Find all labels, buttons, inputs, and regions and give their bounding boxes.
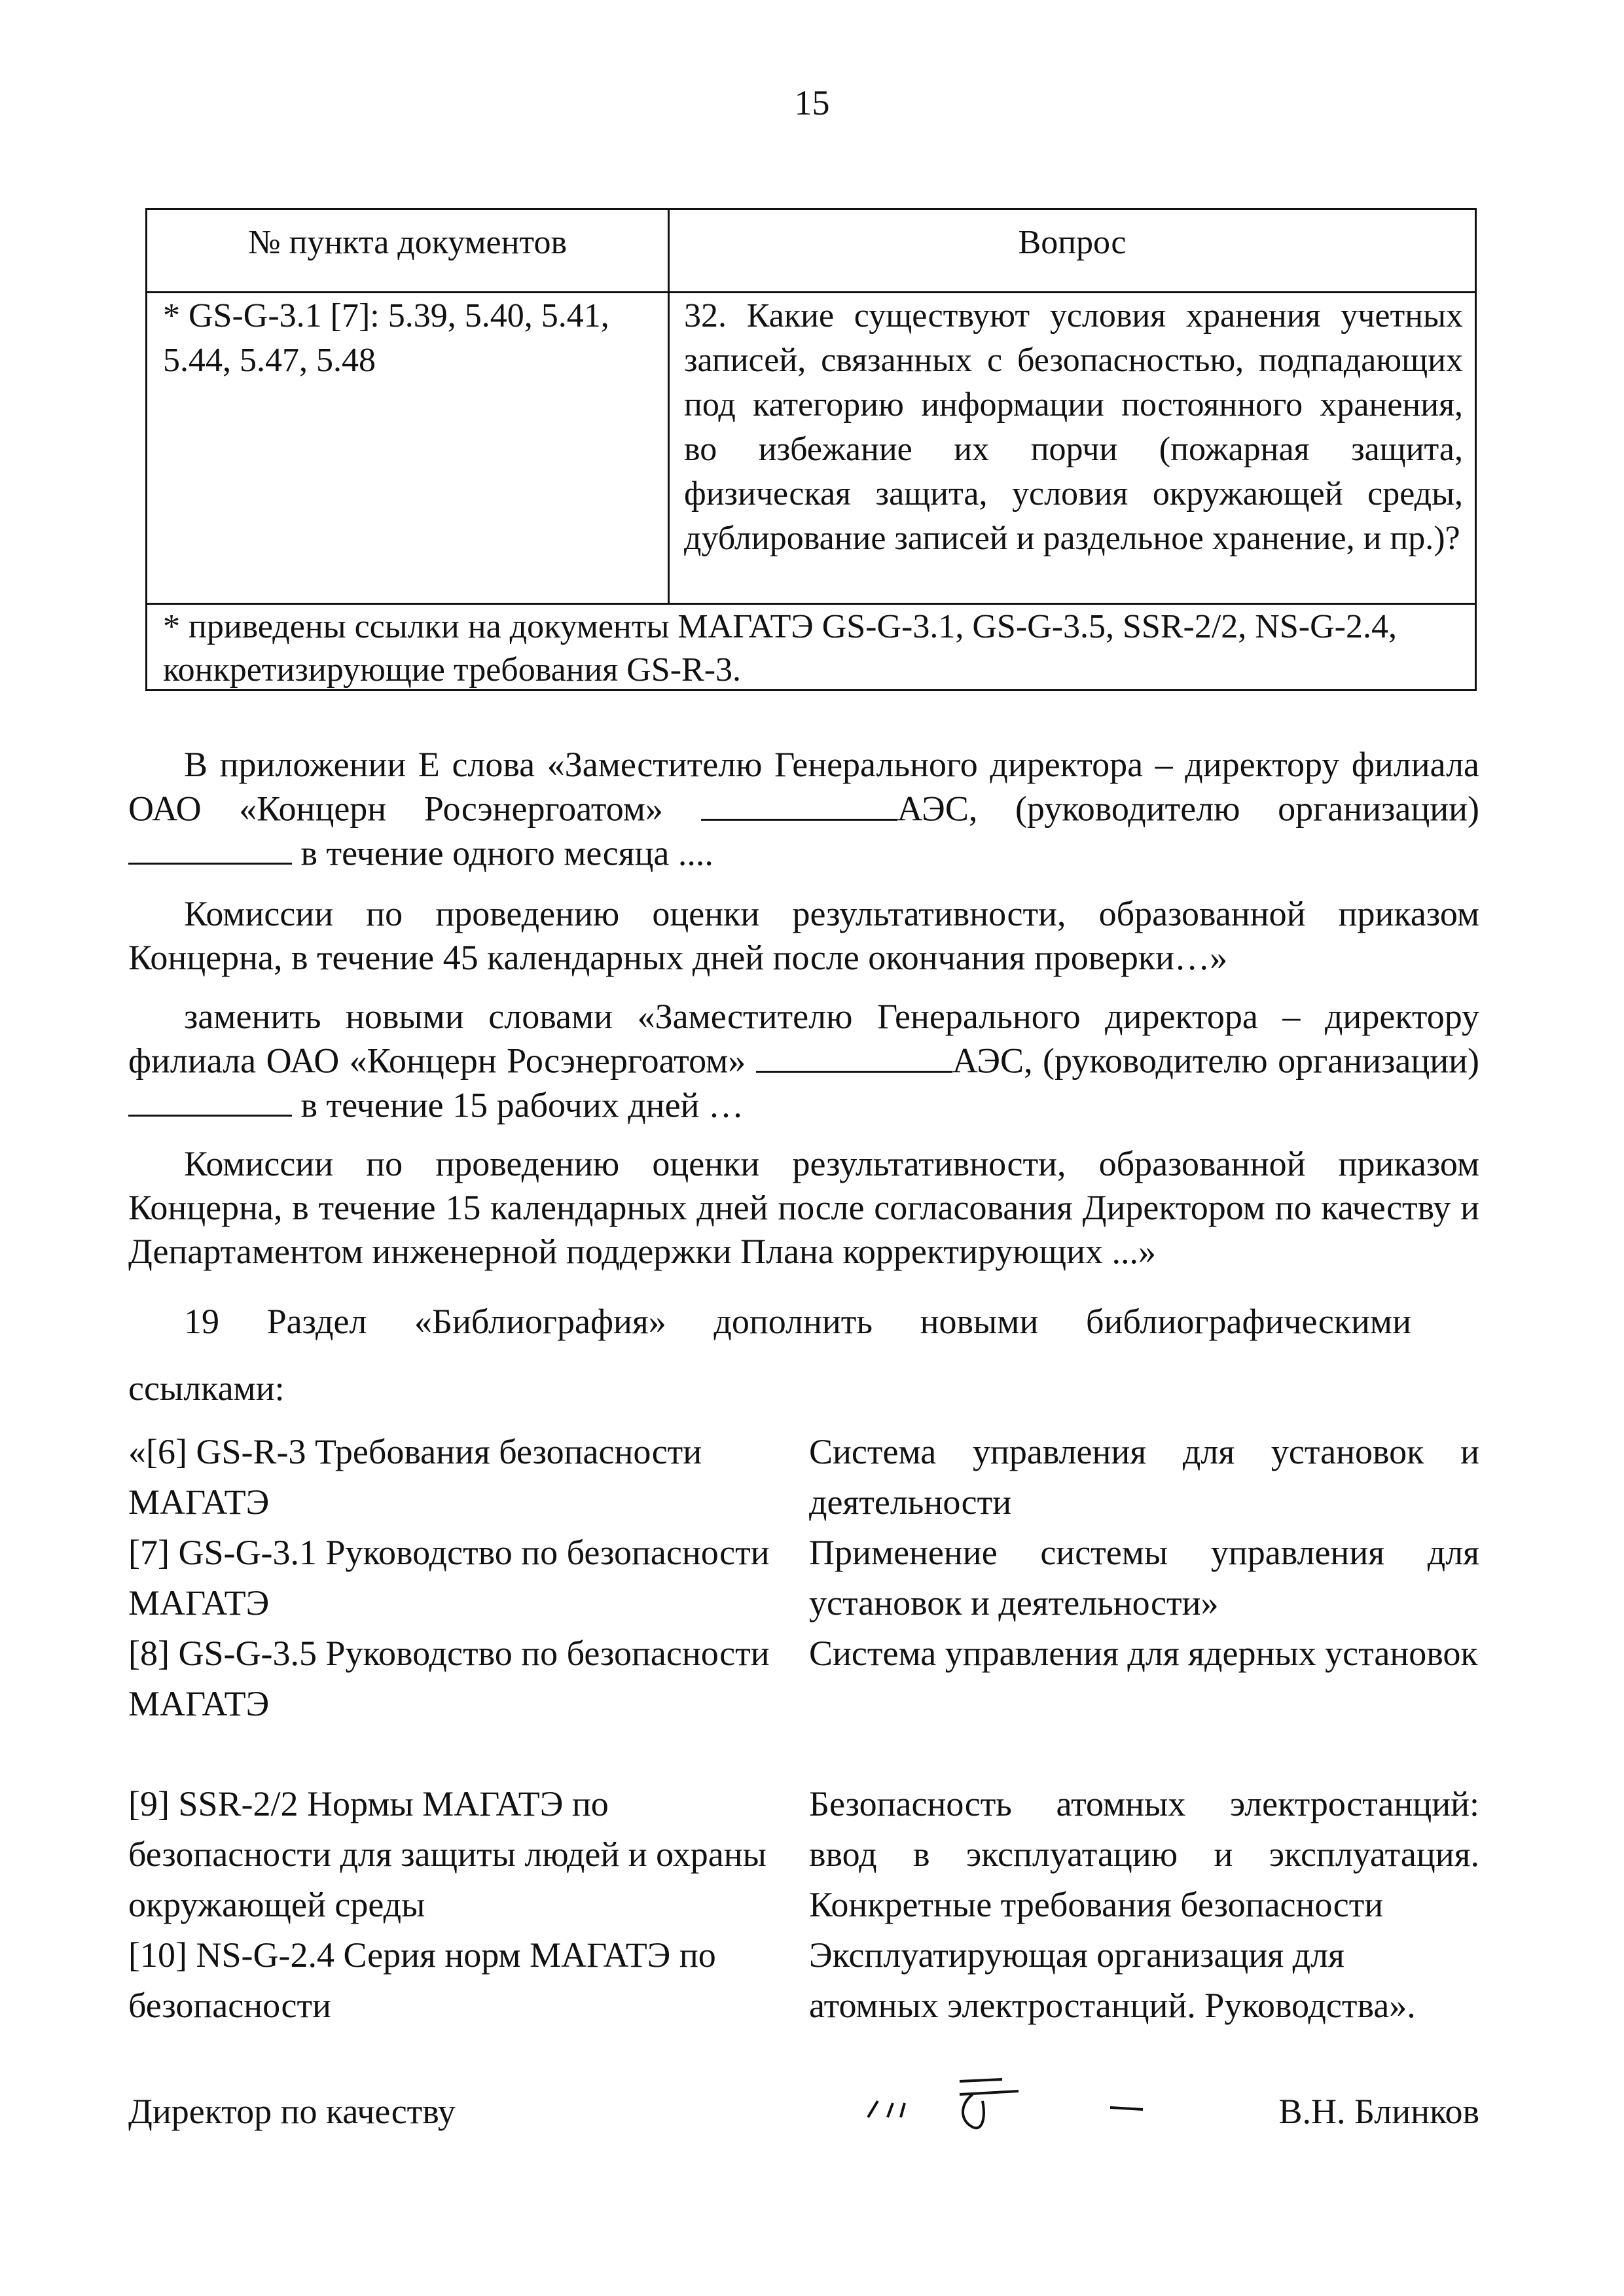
paragraph-text: заменить новыми словами «Заместителю Генерального директора – директору филиала ОАО «Концерн Росэнергоатом» [128,997,1479,1081]
bibliography-reference: [9] SSR-2/2 Нормы МАГАТЭ по безопасности для защиты людей и охраны окружающей среды [128,1784,767,1924]
bibliography-reference: [7] GS-G-3.1 Руководство по безопасности МАГАТЭ [128,1533,770,1623]
bibliography-title: Система управления для установок и деятельности [809,1432,1479,1522]
bibliography-title: Применение системы управления для установок и деятельности» [809,1533,1479,1623]
paragraph-text: В приложении Е слова «Заместителю Генерального директора – директору филиала ОАО «Концерн Росэнергоатом» [128,745,1479,829]
fill-in-blank [128,1083,292,1117]
bibliography-reference: [10] NS-G-2.4 Серия норм МАГАТЭ по безопасности [128,1935,716,2025]
bibliography-entry-10 [128,1930,1479,2081]
table-footnote-divider [147,603,1475,605]
bibliography-entry-9 [128,1779,1479,1930]
bibliography-title: Безопасность атомных электростанций: ввод в эксплуатацию и эксплуатация. Конкретные требования безопасности [809,1784,1479,1924]
paragraph-replace-words [128,995,1479,1127]
table-header-question: Вопрос [1018,224,1127,261]
bibliography-reference: [8] GS-G-3.5 Руководство по безопасности МАГАТЭ [128,1634,770,1723]
paragraph-bibliography-links: ссылками: [128,1369,285,1408]
bibliography-reference: «[6] GS-R-3 Требования безопасности МАГАТЭ [128,1432,702,1522]
page-number: 15 [794,83,830,122]
bibliography-entry-7 [128,1528,1479,1628]
paragraph-commission-45-days: Комиссии по проведению оценки результативности, образованной приказом Концерна, в течение 45 календарных дней после окончания проверки…» [128,894,1479,977]
signatory-title: Директор по качеству [128,2092,456,2131]
paragraph-commission-15-days: Комиссии по проведению оценки результативности, образованной приказом Концерна, в течение 15 календарных дней после согласования Директором по качеству и Департаментом инженерной поддержки Плана корректирующих ...» [128,1144,1479,1271]
paragraph-bibliography-section: 19 Раздел «Библиография» дополнить новыми библиографическими [184,1302,1411,1341]
table-column-divider [668,210,670,603]
table-footnote: * приведены ссылки на документы МАГАТЭ GS-G-3.1, GS-G-3.5, SSR-2/2, NS-G-2.4, конкретизирующие требования GS-R-3. [163,608,1397,689]
paragraph-text: АЭС, (руководителю организации) [897,789,1480,829]
table-header-document-clause: № пункта документов [248,224,567,261]
bibliography-entry-8 [128,1628,1479,1779]
bibliography-title: Система управления для ядерных установок [809,1634,1478,1673]
bibliography-list [128,1427,1479,2081]
fill-in-blank [701,787,897,821]
table-cell-question-32: 32. Какие существуют условия хранения учетных записей, связанных с безопасностью, подпадающих под категорию информации постоянного хранения, во избежание их порчи (пожарная защита, физическая защита, условия окружающей среды, дублирование записей и раздельное хранение, и пр.)? [684,297,1463,557]
bibliography-title: Эксплуатирующая организация для атомных электростанций. Руководства». [809,1935,1416,2025]
table-cell-clauses: * GS-G-3.1 [7]: 5.39, 5.40, 5.41, 5.44, 5.47, 5.48 [163,297,609,379]
signature-block [128,2091,1479,2150]
table-header-divider [147,291,1475,293]
paragraph-text: АЭС, (руководителю организации) [952,1041,1479,1081]
bibliography-entry-6 [128,1427,1479,1528]
paragraph-appendix-e [128,743,1479,875]
fill-in-blank [128,831,292,865]
paragraph-text: в течение 15 рабочих дней … [300,1085,744,1125]
paragraph-text: в течение одного месяца .... [300,833,713,873]
fill-in-blank [756,1039,952,1073]
questions-table [145,208,1477,691]
signatory-name: В.Н. Блинков [1278,2092,1479,2131]
handwritten-signature [861,2072,1228,2144]
